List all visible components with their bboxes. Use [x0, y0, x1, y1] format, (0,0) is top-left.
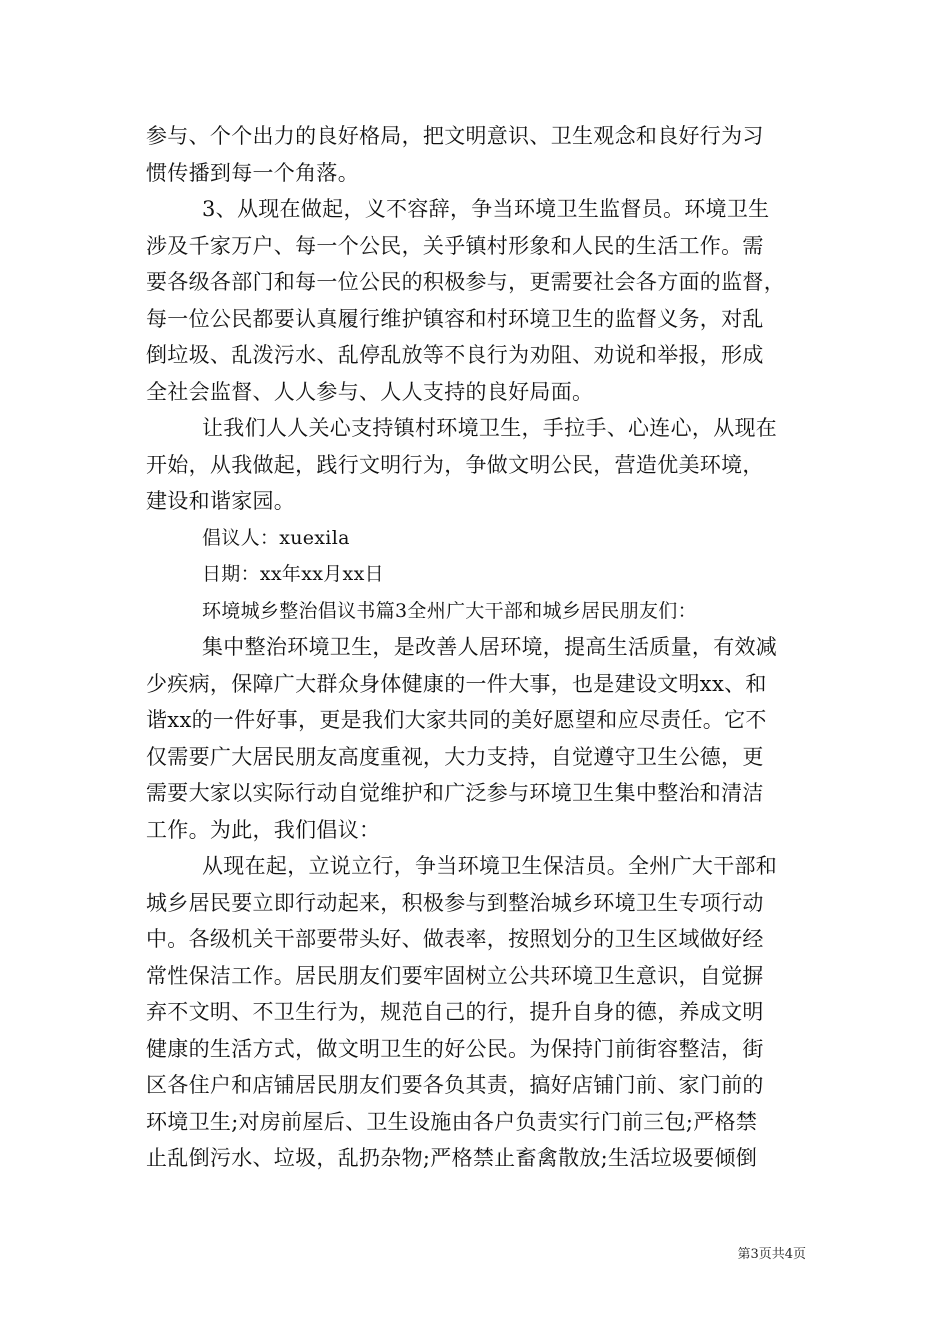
text-line: 区各住户和店铺居民朋友们要各负其责，搞好店铺门前、家门前的 — [146, 1073, 764, 1097]
text-line: 倒垃圾、乱泼污水、乱停乱放等不良行为劝阻、劝说和举报，形成 — [146, 343, 764, 367]
page-number: 第3页共4页 — [737, 1247, 806, 1262]
text-line: 止乱倒污水、垃圾，乱扔杂物;严格禁止畜禽散放;生活垃圾要倾倒 — [146, 1146, 758, 1170]
text-line: 工作。为此，我们倡议： — [146, 817, 381, 842]
text-line: 让我们人人关心支持镇村环境卫生，手拉手、心连心，从现在 — [202, 416, 778, 440]
text-line: 需要大家以实际行动自觉维护和广泛参与环境卫生集中整治和清洁 — [146, 781, 764, 805]
text-line: 城乡居民要立即行动起来，积极参与到整治城乡环境卫生专项行动 — [146, 890, 764, 915]
text-line: 谐xx的一件好事，更是我们大家共同的美好愿望和应尽责任。它不 — [146, 708, 767, 732]
initiator-line: 倡议人：xuexila — [202, 526, 350, 549]
text-line: 集中整治环境卫生，是改善人居环境，提高生活质量，有效减 — [202, 635, 778, 659]
text-line: 少疾病，保障广大群众身体健康的一件大事，也是建设文明xx、和 — [146, 671, 767, 696]
text-line: 惯传播到每一个角落。 — [146, 160, 359, 185]
text-line: 健康的生活方式，做文明卫生的好公民。为保持门前街容整洁，街 — [146, 1036, 764, 1061]
text-line: 每一位公民都要认真履行维护镇容和村环境卫生的监督义务，对乱 — [146, 306, 764, 331]
text-line: 仅需要广大居民朋友高度重视，大力支持，自觉遵守卫生公德，更 — [146, 744, 764, 769]
text-line: 环境卫生;对房前屋后、卫生设施由各户负责实行门前三包;严格禁 — [146, 1109, 758, 1134]
text-line: 建设和谐家园。 — [146, 489, 296, 513]
text-line: 参与、个个出力的良好格局，把文明意识、卫生观念和良好行为习 — [146, 124, 764, 148]
text-line: 3、从现在做起，义不容辞，争当环境卫生监督员。环境卫生 — [202, 197, 770, 221]
text-line: 全社会监督、人人参与、人人支持的良好局面。 — [146, 379, 594, 404]
text-line: 涉及千家万户、每一个公民，关乎镇村形象和人民的生活工作。需 — [146, 233, 764, 258]
text-line: 弃不文明、不卫生行为，规范自己的行，提升自身的德，养成文明 — [146, 1000, 764, 1024]
section-heading: 环境城乡整治倡议书篇3全州广大干部和城乡居民朋友们： — [202, 599, 697, 622]
text-line: 开始，从我做起，践行文明行为，争做文明公民，营造优美环境， — [146, 452, 764, 477]
body-text — [146, 118, 826, 1177]
text-line: 要各级各部门和每一位公民的积极参与，更需要社会各方面的监督， — [146, 270, 785, 294]
date-line: 日期：xx年xx月xx日 — [202, 563, 384, 585]
text-line: 常性保洁工作。居民朋友们要牢固树立公共环境卫生意识，自觉摒 — [146, 963, 764, 988]
text-line: 从现在起，立说立行，争当环境卫生保洁员。全州广大干部和 — [202, 854, 778, 878]
text-line: 中。各级机关干部要带头好、做表率，按照划分的卫生区域做好经 — [146, 927, 764, 951]
